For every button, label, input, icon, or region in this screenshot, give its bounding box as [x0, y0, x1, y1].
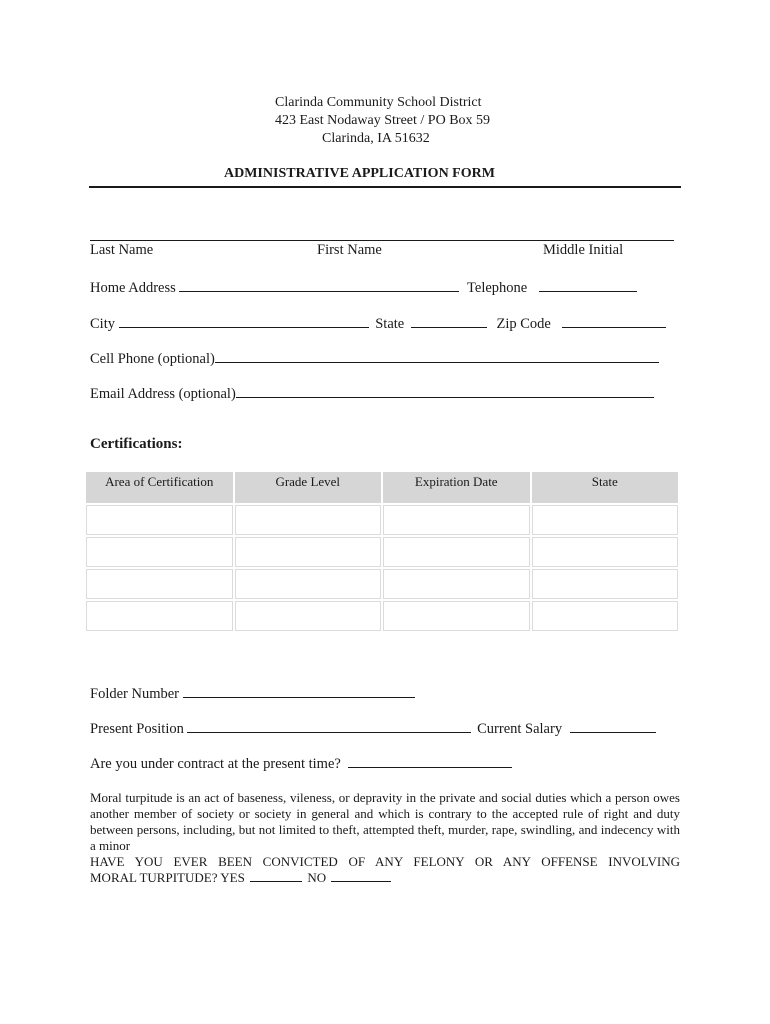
contract-row: [90, 753, 512, 773]
name-input-line[interactable]: [90, 240, 674, 241]
title-rule: [89, 186, 681, 188]
table-cell[interactable]: [235, 601, 382, 631]
table-cell[interactable]: [383, 505, 530, 535]
no-label: NO: [307, 870, 327, 885]
present-position-row: [90, 718, 656, 738]
table-cell[interactable]: [86, 537, 233, 567]
district-name: Clarinda Community School District: [275, 95, 482, 110]
table-cell[interactable]: [86, 569, 233, 599]
conviction-question: HAVE YOU EVER BEEN CONVICTED OF ANY FELONY OR ANY OFFENSE INVOLVING: [90, 854, 680, 869]
table-cell[interactable]: [235, 537, 382, 567]
cell-phone-input[interactable]: [215, 348, 659, 363]
last-name-label: Last Name: [90, 242, 154, 258]
table-cell[interactable]: [383, 601, 530, 631]
contract-question-label: Are you under contract at the present time?: [90, 756, 341, 772]
table-cell[interactable]: [532, 569, 679, 599]
present-position-label: Present Position: [90, 721, 184, 737]
col-area-of-certification: Area of Certification: [86, 472, 233, 503]
zip-input[interactable]: [562, 313, 666, 328]
current-salary-label: Current Salary: [477, 721, 563, 737]
col-expiration-date: Expiration Date: [383, 472, 530, 503]
home-address-label: Home Address: [90, 280, 176, 296]
form-title: ADMINISTRATIVE APPLICATION FORM: [224, 166, 495, 181]
table-row: [86, 537, 678, 567]
present-position-input[interactable]: [187, 718, 471, 733]
certifications-heading: Certifications:: [90, 436, 183, 452]
state-label: State: [375, 316, 405, 332]
table-cell[interactable]: [532, 537, 679, 567]
col-grade-level: Grade Level: [235, 472, 382, 503]
district-city: Clarinda, IA 51632: [322, 131, 430, 146]
email-label: Email Address (optional): [90, 386, 236, 402]
cell-phone-label: Cell Phone (optional): [90, 351, 215, 367]
table-cell[interactable]: [86, 505, 233, 535]
table-cell[interactable]: [235, 569, 382, 599]
cell-phone-row: [90, 348, 659, 368]
table-cell[interactable]: [383, 569, 530, 599]
certifications-table: [84, 470, 680, 633]
state-input[interactable]: [411, 313, 487, 328]
table-cell[interactable]: [235, 505, 382, 535]
yes-input[interactable]: [250, 870, 302, 882]
table-row: [86, 601, 678, 631]
conviction-question-continued: MORAL TURPITUDE?: [90, 870, 221, 885]
city-row: [90, 313, 666, 333]
current-salary-input[interactable]: [570, 718, 656, 733]
city-input[interactable]: [119, 313, 369, 328]
home-address-input[interactable]: [179, 277, 459, 292]
table-cell[interactable]: [532, 505, 679, 535]
conviction-answer-row: [90, 870, 391, 886]
col-state: State: [532, 472, 679, 503]
certifications-header-row: [86, 472, 678, 503]
folder-number-input[interactable]: [183, 683, 415, 698]
table-row: [86, 569, 678, 599]
zip-label: Zip Code: [496, 316, 551, 332]
table-cell[interactable]: [532, 601, 679, 631]
moral-turpitude-definition: Moral turpitude is an act of baseness, vileness, or depravity in the private and social duties which a person owes another member of society or society in general and which is contrary to the accepted rule of right and duty between persons, including, but not limited to theft, attempted theft, murder, rape, swindling, and indecency with a minor: [90, 790, 680, 853]
middle-initial-label: Middle Initial: [543, 242, 624, 258]
telephone-input[interactable]: [539, 277, 637, 292]
no-input[interactable]: [331, 870, 391, 882]
district-street: 423 East Nodaway Street / PO Box 59: [275, 113, 491, 128]
table-cell[interactable]: [383, 537, 530, 567]
moral-turpitude-section: [90, 790, 680, 869]
email-input[interactable]: [236, 383, 654, 398]
yes-label: YES: [220, 870, 245, 885]
email-row: [90, 383, 654, 403]
table-cell[interactable]: [86, 601, 233, 631]
first-name-label: First Name: [317, 242, 382, 258]
contract-answer-input[interactable]: [348, 753, 512, 768]
home-address-row: [90, 277, 637, 297]
table-row: [86, 505, 678, 535]
folder-number-row: [90, 683, 415, 703]
telephone-label: Telephone: [467, 280, 528, 296]
city-label: City: [90, 316, 115, 332]
folder-number-label: Folder Number: [90, 686, 179, 702]
